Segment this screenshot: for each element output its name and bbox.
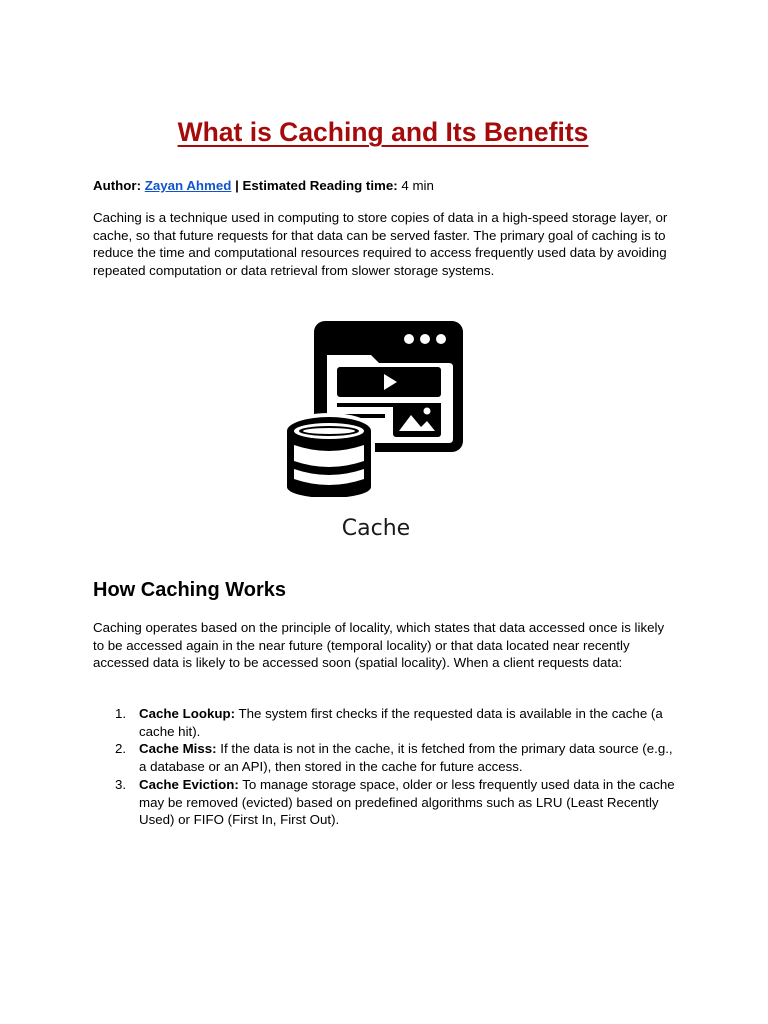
- list-item-text: To manage storage space, older or less frequently used data in the cache may be removed (evicted) based on predefined algorithms such as LRU (Least Recently Used) or FIFO (First In, First Out).: [139, 776, 675, 828]
- illustration-caption: Cache: [341, 516, 411, 541]
- meta-separator: |: [231, 178, 243, 193]
- section-heading: How Caching Works: [93, 579, 286, 601]
- list-item-number: 3.: [115, 776, 127, 792]
- intro-paragraph: Caching is a technique used in computing to store copies of data in a high-speed storage layer, or cache, so that future requests for that data can be served faster. The primary goal of caching is to reduce the time and computational resources required to access frequently used data by avoiding repeated computation or data retrieval from slower storage systems.: [93, 210, 668, 279]
- steps-list: [93, 705, 683, 829]
- list-item-term: Cache Miss:: [139, 741, 217, 757]
- reading-time-value: 4 min: [401, 178, 434, 193]
- list-item-number: 2.: [115, 741, 127, 757]
- cache-illustration: [283, 317, 473, 497]
- list-item-term: Cache Eviction:: [139, 776, 239, 792]
- cache-icon: [283, 317, 473, 497]
- list-item-term: Cache Lookup:: [139, 706, 236, 721]
- list-item-number: 1.: [115, 706, 127, 721]
- section-paragraph: Caching operates based on the principle of locality, which states that data accessed once is likely to be accessed again in the near future (temporal locality) or that data located near recently accessed data is likely to be accessed soon (spatial locality). When a client requests data:: [93, 620, 665, 671]
- page-title: What is Caching and Its Benefits: [177, 117, 589, 147]
- list-item-text: The system first checks if the requested data is available in the cache (a cache hit).: [139, 706, 663, 739]
- list-item-text: If the data is not in the cache, it is fetched from the primary data source (e.g., a database or an API), then stored in the cache for future access.: [139, 741, 673, 775]
- list-item: [93, 705, 683, 740]
- list-item: [93, 776, 683, 829]
- author-label: Author:: [93, 178, 141, 193]
- article-meta: [93, 177, 683, 195]
- list-item: [93, 740, 683, 775]
- reading-time-label: Estimated Reading time:: [242, 178, 398, 193]
- author-link[interactable]: Zayan Ahmed: [144, 178, 232, 193]
